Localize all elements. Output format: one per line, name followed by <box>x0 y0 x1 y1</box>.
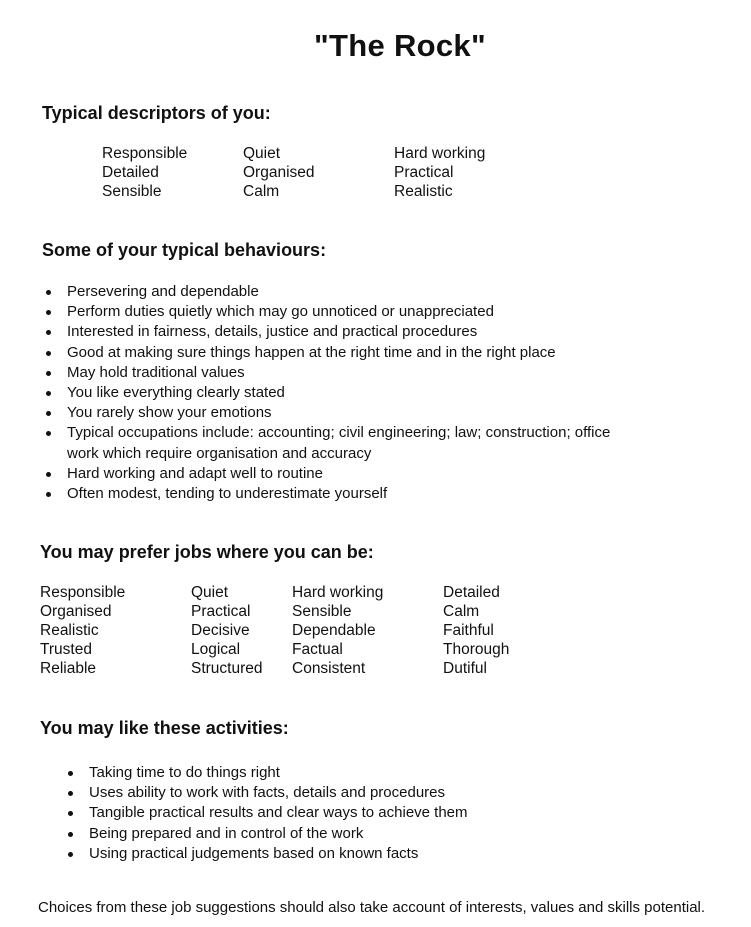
job-quality: Faithful <box>443 622 494 639</box>
behaviour-item: Persevering and dependable <box>42 282 732 302</box>
job-quality: Trusted <box>40 641 92 658</box>
job-quality: Structured <box>191 660 263 677</box>
job-quality: Calm <box>443 603 480 620</box>
jobs-column <box>40 583 125 678</box>
descriptors-column <box>243 144 315 201</box>
behaviour-item: Often modest, tending to underestimate yourself <box>42 484 732 504</box>
descriptor-word: Practical <box>394 164 454 181</box>
behaviour-item: Hard working and adapt well to routine <box>42 464 732 484</box>
behaviour-item: May hold traditional values <box>42 363 732 383</box>
job-quality: Sensible <box>292 603 352 620</box>
activities-list <box>64 763 724 864</box>
activity-item: Tangible practical results and clear ways to achieve them <box>64 803 724 823</box>
footer-note: Choices from these job suggestions should also take account of interests, values and skills potential. <box>38 899 706 916</box>
behaviours-heading: Some of your typical behaviours: <box>42 240 327 260</box>
job-quality: Practical <box>191 603 251 620</box>
job-quality: Detailed <box>443 584 500 601</box>
job-quality: Dutiful <box>443 660 487 677</box>
jobs-column <box>191 583 263 678</box>
activity-item: Being prepared and in control of the work <box>64 824 724 844</box>
jobs-column <box>292 583 383 678</box>
behaviour-item-multiline <box>42 423 732 463</box>
behaviours-list <box>42 282 732 504</box>
behaviour-item-line: work which require organisation and accuracy <box>67 444 372 462</box>
behaviour-item: Perform duties quietly which may go unnoticed or unappreciated <box>42 302 732 322</box>
behaviour-item: You like everything clearly stated <box>42 383 732 403</box>
job-quality: Consistent <box>292 660 366 677</box>
descriptor-word: Responsible <box>102 145 188 162</box>
descriptor-word: Organised <box>243 164 315 181</box>
job-quality: Reliable <box>40 660 97 677</box>
descriptor-word: Quiet <box>243 145 281 162</box>
jobs-column <box>443 583 509 678</box>
activities-heading: You may like these activities: <box>40 718 289 738</box>
job-quality: Decisive <box>191 622 250 639</box>
descriptor-word: Calm <box>243 183 280 200</box>
activity-item: Using practical judgements based on known facts <box>64 844 724 864</box>
job-quality: Factual <box>292 641 343 658</box>
page-title: "The Rock" <box>314 28 486 63</box>
descriptors-grid <box>102 144 522 201</box>
descriptor-word: Detailed <box>102 164 159 181</box>
job-quality: Organised <box>40 603 112 620</box>
behaviour-item: Good at making sure things happen at the right time and in the right place <box>42 343 732 363</box>
behaviour-item-line: Typical occupations include: accounting; civil engineering; law; construction; office <box>67 424 611 442</box>
descriptor-word: Realistic <box>394 183 453 200</box>
descriptors-column <box>394 144 485 201</box>
descriptors-column <box>102 144 187 201</box>
activity-item: Uses ability to work with facts, details and procedures <box>64 783 724 803</box>
behaviour-item: Interested in fairness, details, justice and practical procedures <box>42 322 732 342</box>
descriptor-word: Hard working <box>394 145 486 162</box>
job-quality: Realistic <box>40 622 99 639</box>
job-quality: Responsible <box>40 584 126 601</box>
job-quality: Thorough <box>443 641 510 658</box>
descriptors-heading: Typical descriptors of you: <box>42 103 271 123</box>
job-quality: Quiet <box>191 584 229 601</box>
job-quality: Logical <box>191 641 241 658</box>
job-quality: Dependable <box>292 622 376 639</box>
jobs-heading: You may prefer jobs where you can be: <box>40 542 374 562</box>
descriptor-word: Sensible <box>102 183 162 200</box>
job-quality: Hard working <box>292 584 384 601</box>
behaviour-item: You rarely show your emotions <box>42 403 732 423</box>
jobs-grid <box>40 583 520 678</box>
activity-item: Taking time to do things right <box>64 763 724 783</box>
